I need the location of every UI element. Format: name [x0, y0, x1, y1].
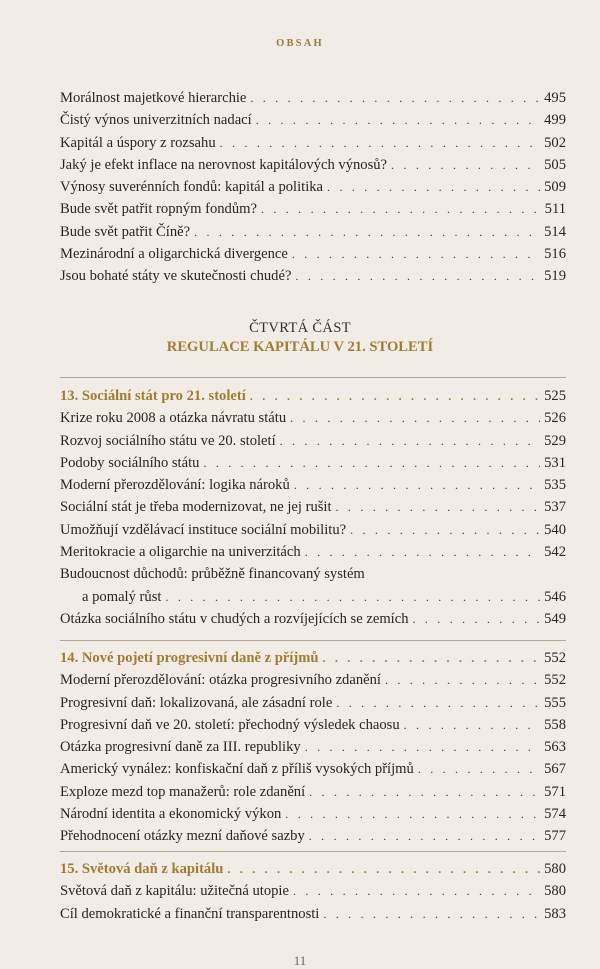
toc-entry-title: Výnosy suverénních fondů: kapitál a politika: [60, 179, 324, 196]
toc-entry[interactable]: [60, 474, 566, 496]
toc-entry-title: Cíl demokratické a finanční transparentnosti: [60, 905, 320, 922]
toc-entry-page: 546: [544, 588, 566, 605]
chapter-title: 14. Nové pojetí progresivní daně z příjmů: [60, 650, 319, 666]
toc-entry-title: Mezinárodní a oligarchická divergence: [60, 246, 288, 263]
toc-chapter-13: [60, 385, 566, 630]
toc-entry-page: 558: [544, 716, 566, 733]
dot-leader: [285, 803, 540, 825]
toc-entry-title: Meritokracie a oligarchie na univerzitách: [60, 544, 301, 561]
toc-entry-title: Moderní přerozdělování: otázka progresivního zdanění: [60, 672, 381, 689]
toc-entry-title: Progresivní daň: lokalizovaná, ale zásadní role: [60, 694, 333, 711]
dot-leader: [418, 758, 540, 780]
toc-entry-title: Umožňují vzdělávací instituce sociální mobilitu?: [60, 521, 347, 538]
toc-entry[interactable]: [60, 452, 566, 474]
dot-leader: [250, 87, 540, 109]
dot-leader: [305, 541, 540, 563]
divider: [60, 640, 566, 641]
dot-leader: [323, 903, 540, 925]
toc-entry-page: 577: [544, 828, 566, 845]
toc-entry-page: 552: [544, 672, 566, 689]
toc-entry-title: Jsou bohaté státy ve skutečnosti chudé?: [60, 268, 292, 285]
toc-entry-title-line2: a pomalý růst: [82, 588, 162, 605]
toc-entry[interactable]: [60, 669, 566, 691]
toc-entry-title: Jaký je efekt inflace na nerovnost kapitálových výnosů?: [60, 156, 388, 173]
dot-leader: [305, 736, 540, 758]
dot-leader: [292, 243, 540, 265]
toc-entry-title: Sociální stát je třeba modernizovat, ne jej rušit: [60, 499, 332, 516]
toc-entry-page: 555: [544, 694, 566, 711]
dot-leader: [261, 198, 541, 220]
toc-entry-title: Národní identita a ekonomický výkon: [60, 806, 282, 823]
toc-entry-page: 502: [544, 134, 566, 151]
toc-entry-title: Morálnost majetkové hierarchie: [60, 90, 247, 106]
toc-entry[interactable]: [60, 198, 566, 220]
toc-entry-title: Progresivní daň ve 20. století: přechodný výsledek chaosu: [60, 716, 400, 733]
toc-entry[interactable]: [60, 87, 566, 109]
toc-entry-continuation[interactable]: [60, 586, 566, 608]
toc-entry[interactable]: [60, 608, 566, 630]
toc-entry-page: 511: [544, 201, 566, 218]
toc-entry-title: Přehodnocení otázky mezní daňové sazby: [60, 828, 305, 845]
dot-leader: [295, 265, 540, 287]
chapter-page: 580: [544, 861, 566, 877]
toc-entry-page: 537: [544, 499, 566, 516]
divider: [60, 377, 566, 378]
toc-entry-title: Krize roku 2008 a otázka návratu státu: [60, 410, 287, 427]
page-number: 11: [293, 953, 307, 968]
toc-entry-page: 535: [544, 477, 566, 494]
dot-leader: [280, 430, 540, 452]
part-number: ČTVRTÁ ČÁST: [249, 320, 351, 336]
toc-chapter-14: [60, 647, 566, 848]
dot-leader: [309, 825, 540, 847]
dot-leader: [250, 385, 540, 407]
toc-entry-title: Kapitál a úspory z rozsahu: [60, 134, 216, 151]
dot-leader: [391, 154, 540, 176]
dot-leader: [290, 407, 540, 429]
toc-entry[interactable]: [60, 519, 566, 541]
toc-entry-title: Bude svět patřit Číně?: [60, 223, 191, 240]
toc-entry[interactable]: [60, 221, 566, 243]
toc-entry-title: Podoby sociálního státu: [60, 454, 200, 471]
toc-block-1: [60, 87, 566, 288]
toc-entry-title: Exploze mezd top manažerů: role zdanění: [60, 783, 306, 800]
toc-entry-page: 526: [544, 410, 566, 427]
toc-entry[interactable]: [60, 109, 566, 131]
toc-entry-title: Otázka progresivní daně za III. republiky: [60, 739, 301, 756]
toc-entry-page: 495: [544, 90, 566, 106]
toc-entry[interactable]: [60, 903, 566, 925]
part-title: REGULACE KAPITÁLU V 21. STOLETÍ: [166, 339, 434, 355]
dot-leader: [309, 781, 540, 803]
toc-chapter-15: [60, 858, 566, 925]
chapter-heading[interactable]: [60, 647, 566, 669]
toc-entry-page: 499: [544, 112, 566, 129]
toc-entry[interactable]: [60, 758, 566, 780]
chapter-page: 525: [544, 388, 566, 404]
toc-entry[interactable]: [60, 714, 566, 736]
chapter-title: 13. Sociální stát pro 21. století: [60, 388, 246, 404]
toc-entry-page: 574: [544, 806, 566, 823]
part-heading: [0, 320, 600, 356]
dot-leader: [336, 496, 541, 518]
dot-leader: [385, 669, 540, 691]
running-header: OBSAH: [276, 38, 324, 49]
toc-entry[interactable]: [60, 541, 566, 563]
toc-entry-page: 549: [544, 610, 566, 627]
dot-leader: [336, 692, 540, 714]
dot-leader: [350, 519, 540, 541]
dot-leader: [165, 586, 540, 608]
divider: [60, 851, 566, 852]
toc-entry-page: 571: [544, 783, 566, 800]
toc-entry-page: 563: [544, 739, 566, 756]
chapter-title: 15. Světová daň z kapitálu: [60, 861, 224, 877]
toc-entry-page: 514: [544, 223, 566, 240]
toc-entry[interactable]: [60, 265, 566, 287]
toc-entry[interactable]: [60, 407, 566, 429]
toc-entry-page: 540: [544, 521, 566, 538]
toc-entry[interactable]: [60, 132, 566, 154]
dot-leader: [220, 132, 540, 154]
toc-entry-page: 505: [544, 156, 566, 173]
toc-entry-title-line1: Budoucnost důchodů: průběžně financovaný systém: [60, 566, 365, 583]
toc-entry-page: 580: [544, 883, 566, 900]
toc-entry[interactable]: [60, 430, 566, 452]
dot-leader: [293, 880, 540, 902]
dot-leader: [404, 714, 540, 736]
chapter-heading[interactable]: [60, 385, 566, 407]
toc-entry-page: 531: [544, 454, 566, 471]
toc-entry-page: 529: [544, 432, 566, 449]
chapter-page: 552: [544, 650, 566, 666]
toc-entry[interactable]: [60, 803, 566, 825]
dot-leader: [203, 452, 540, 474]
toc-entry-page: 519: [544, 268, 566, 285]
dot-leader: [194, 221, 540, 243]
dot-leader: [413, 608, 541, 630]
toc-entry-title: Otázka sociálního státu v chudých a rozvíjejících se zemích: [60, 610, 409, 627]
dot-leader: [256, 109, 540, 131]
dot-leader: [294, 474, 540, 496]
toc-entry[interactable]: [60, 154, 566, 176]
dot-leader: [227, 858, 540, 880]
dot-leader: [327, 176, 540, 198]
toc-entry[interactable]: [60, 243, 566, 265]
toc-entry-title: Bude svět patřit ropným fondům?: [60, 201, 257, 218]
toc-entry[interactable]: [60, 825, 566, 847]
toc-entry-page: 542: [544, 544, 566, 561]
dot-leader: [323, 647, 541, 669]
toc-entry[interactable]: [60, 176, 566, 198]
toc-entry-title: Světová daň z kapitálu: užitečná utopie: [60, 883, 289, 900]
chapter-heading[interactable]: [60, 858, 566, 880]
toc-entry[interactable]: [60, 781, 566, 803]
toc-entry-page: 516: [544, 246, 566, 263]
toc-entry-wrapped[interactable]: [60, 563, 566, 585]
toc-entry-page: 567: [544, 761, 566, 778]
toc-entry[interactable]: [60, 736, 566, 758]
toc-entry-page: 509: [544, 179, 566, 196]
toc-entry-title: Moderní přerozdělování: logika nároků: [60, 477, 290, 494]
toc-entry[interactable]: [60, 880, 566, 902]
toc-entry[interactable]: [60, 692, 566, 714]
toc-entry-title: Rozvoj sociálního státu ve 20. století: [60, 432, 276, 449]
toc-entry[interactable]: [60, 496, 566, 518]
toc-entry-title: Čistý výnos univerzitních nadací: [60, 112, 252, 129]
toc-entry-page: 583: [544, 905, 566, 922]
toc-entry-title: Americký vynález: konfiskační daň z příliš vysokých příjmů: [60, 761, 414, 778]
